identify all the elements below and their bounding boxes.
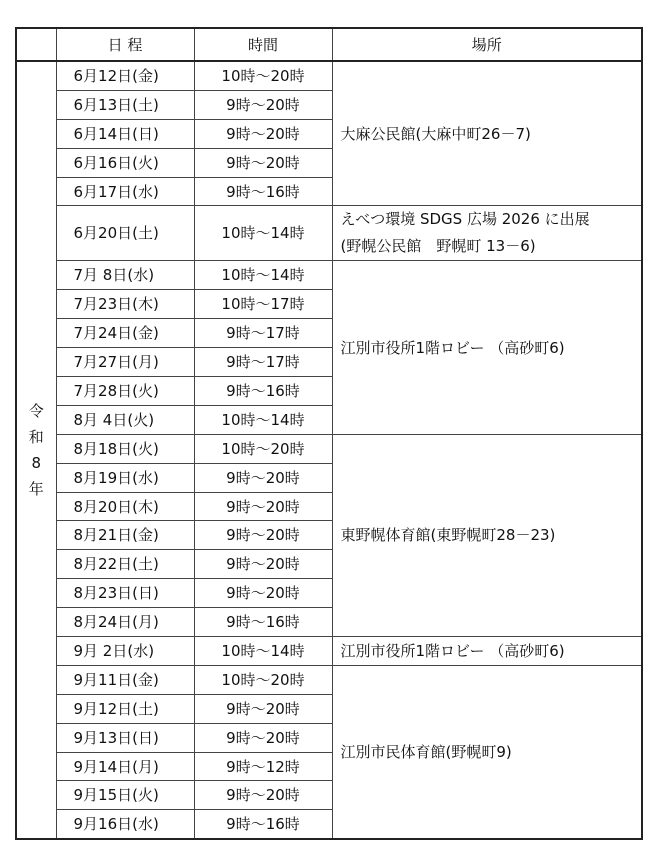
time-cell: 9時～17時 bbox=[194, 319, 332, 348]
place-cell bbox=[332, 61, 642, 206]
schedule-table bbox=[15, 27, 643, 840]
time-cell: 9時～20時 bbox=[194, 119, 332, 148]
time-cell: 10時～14時 bbox=[194, 261, 332, 290]
place-line: 江別市役所1階ロビー （高砂町6) bbox=[340, 338, 565, 357]
date-cell: 8月24日(月) bbox=[56, 608, 194, 637]
time-cell: 10時～20時 bbox=[194, 61, 332, 90]
time-cell: 9時～20時 bbox=[194, 694, 332, 723]
place-line: 大麻公民館(大麻中町26－7) bbox=[340, 124, 531, 143]
date-cell: 9月13日(日) bbox=[56, 723, 194, 752]
date-cell: 9月15日(火) bbox=[56, 781, 194, 810]
time-cell: 10時～20時 bbox=[194, 665, 332, 694]
date-cell: 9月12日(土) bbox=[56, 694, 194, 723]
table-row bbox=[16, 434, 642, 463]
table-row bbox=[16, 261, 642, 290]
date-cell: 9月16日(水) bbox=[56, 810, 194, 839]
place-line: 江別市役所1階ロビー （高砂町6) bbox=[340, 641, 565, 660]
time-cell: 9時～16時 bbox=[194, 177, 332, 206]
header-date: 日 程 bbox=[56, 28, 194, 61]
time-cell: 9時～20時 bbox=[194, 492, 332, 521]
time-cell: 9時～20時 bbox=[194, 550, 332, 579]
header-era-blank bbox=[16, 28, 56, 61]
schedule-body bbox=[16, 61, 642, 839]
place-line: 東野幌体育館(東野幌町28－23) bbox=[340, 526, 556, 545]
date-cell: 7月24日(金) bbox=[56, 319, 194, 348]
table-row bbox=[16, 206, 642, 261]
date-cell: 8月23日(日) bbox=[56, 579, 194, 608]
time-cell: 9時～17時 bbox=[194, 348, 332, 377]
date-cell: 9月 2日(水) bbox=[56, 637, 194, 666]
time-cell: 9時～20時 bbox=[194, 781, 332, 810]
time-cell: 9時～20時 bbox=[194, 521, 332, 550]
time-cell: 10時～14時 bbox=[194, 637, 332, 666]
time-cell: 9時～20時 bbox=[194, 579, 332, 608]
place-cell bbox=[332, 637, 642, 666]
header-row bbox=[16, 28, 642, 61]
place-cell bbox=[332, 206, 642, 261]
date-cell: 8月 4日(火) bbox=[56, 405, 194, 434]
table-row bbox=[16, 61, 642, 90]
date-cell: 6月14日(日) bbox=[56, 119, 194, 148]
time-cell: 10時～17時 bbox=[194, 290, 332, 319]
time-cell: 9時～16時 bbox=[194, 810, 332, 839]
time-cell: 10時～14時 bbox=[194, 405, 332, 434]
time-cell: 9時～20時 bbox=[194, 148, 332, 177]
time-cell: 10時～14時 bbox=[194, 206, 332, 261]
date-cell: 7月 8日(水) bbox=[56, 261, 194, 290]
era-label: 令和8年 bbox=[28, 402, 44, 499]
date-cell: 6月12日(金) bbox=[56, 61, 194, 90]
time-cell: 9時～16時 bbox=[194, 608, 332, 637]
time-cell: 9時～20時 bbox=[194, 463, 332, 492]
time-cell: 9時～20時 bbox=[194, 90, 332, 119]
place-line: えべつ環境 SDGS 広場 2026 に出展 bbox=[340, 210, 590, 229]
time-cell: 9時～20時 bbox=[194, 723, 332, 752]
date-cell: 6月13日(土) bbox=[56, 90, 194, 119]
date-cell: 9月11日(金) bbox=[56, 665, 194, 694]
era-cell bbox=[16, 61, 56, 839]
date-cell: 8月21日(金) bbox=[56, 521, 194, 550]
table-row bbox=[16, 665, 642, 694]
time-cell: 9時～16時 bbox=[194, 377, 332, 406]
time-cell: 9時～12時 bbox=[194, 752, 332, 781]
date-cell: 7月27日(月) bbox=[56, 348, 194, 377]
date-cell: 8月18日(火) bbox=[56, 434, 194, 463]
date-cell: 9月14日(月) bbox=[56, 752, 194, 781]
date-cell: 6月16日(火) bbox=[56, 148, 194, 177]
place-cell bbox=[332, 261, 642, 434]
place-line: 江別市民体育館(野幌町9) bbox=[340, 743, 512, 762]
table-row bbox=[16, 637, 642, 666]
place-line: (野幌公民館 野幌町 13－6) bbox=[340, 237, 536, 256]
date-cell: 7月23日(木) bbox=[56, 290, 194, 319]
place-cell bbox=[332, 434, 642, 636]
time-cell: 10時～20時 bbox=[194, 434, 332, 463]
date-cell: 8月22日(土) bbox=[56, 550, 194, 579]
header-time: 時間 bbox=[194, 28, 332, 61]
date-cell: 7月28日(火) bbox=[56, 377, 194, 406]
date-cell: 8月20日(木) bbox=[56, 492, 194, 521]
header-place: 場所 bbox=[332, 28, 642, 61]
date-cell: 6月17日(水) bbox=[56, 177, 194, 206]
date-cell: 8月19日(水) bbox=[56, 463, 194, 492]
place-cell bbox=[332, 665, 642, 839]
date-cell: 6月20日(土) bbox=[56, 206, 194, 261]
